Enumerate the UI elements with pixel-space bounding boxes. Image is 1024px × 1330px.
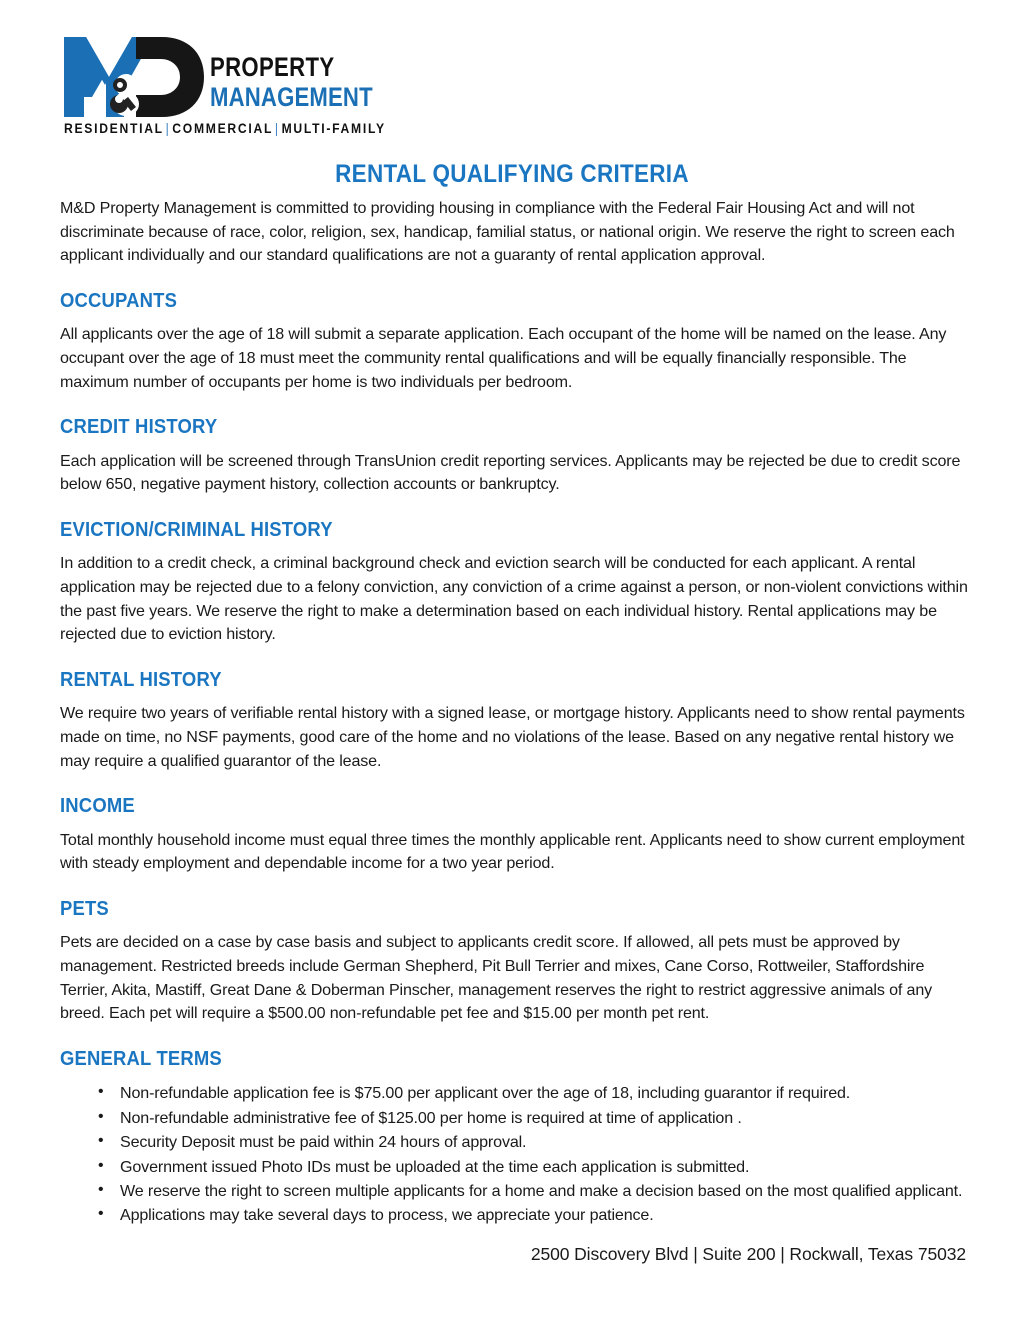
- list-item: • We reserve the right to screen multiple applicants for a home and make a decision based on the most qualified applicant.: [60, 1179, 968, 1203]
- section-heading-general-terms: GENERAL TERMS: [60, 1046, 222, 1070]
- section-body-credit-history: Each application will be screened through TransUnion credit reporting services. Applicants may be rejected be due to credit score below 650, negative payment history, collection accounts or bankruptcy.: [60, 451, 961, 494]
- logo-tagline: [64, 121, 386, 136]
- section-body-occupants: All applicants over the age of 18 will submit a separate application. Each occupant of the home will be named on the lease. Any occupant over the age of 18 must meet the community rental qualifications and will be equally financially responsible. The maximum number of occupants per home is two individuals per bedroom.: [60, 325, 947, 391]
- list-item: • Government issued Photo IDs must be uploaded at the time each application is submitted.: [60, 1155, 968, 1179]
- section-credit-history: [60, 416, 968, 497]
- logo-tagline-residential: RESIDENTIAL: [64, 121, 164, 136]
- footer-address: 2500 Discovery Blvd | Suite 200 | Rockwall, Texas 75032: [530, 1244, 966, 1264]
- section-heading-occupants: OCCUPANTS: [60, 288, 178, 312]
- section-occupants: [60, 290, 968, 394]
- md-monogram-icon: [62, 33, 208, 119]
- list-item: • Non-refundable application fee is $75.00 per applicant over the age of 18, including guarantor if required.: [60, 1081, 968, 1105]
- logo-line-management: MANAGEMENT: [210, 82, 373, 112]
- document-body: [60, 197, 968, 1228]
- section-heading-income: INCOME: [60, 794, 135, 818]
- section-eviction-criminal-history: [60, 519, 968, 647]
- list-item: • Security Deposit must be paid within 24 hours of approval.: [60, 1130, 968, 1154]
- intro-paragraph: M&D Property Management is committed to providing housing in compliance with the Federal Fair Housing Act and will not discriminate because of race, color, religion, sex, handicap, familial status, or national origin. We reserve the right to screen each applicant individually and our standard qualifications are not a guaranty of rental application approval.: [60, 199, 955, 265]
- section-pets: [60, 898, 968, 1026]
- section-income: [60, 795, 968, 876]
- section-body-income: Total monthly household income must equal three times the monthly applicable rent. Applicants need to show current employment with steady employment and dependable income for a two year period.: [60, 830, 965, 873]
- company-logo: [62, 33, 386, 143]
- list-item: • Applications may take several days to process, we appreciate your patience.: [60, 1203, 968, 1227]
- section-heading-pets: PETS: [60, 896, 109, 920]
- section-body-rental-history: We require two years of verifiable rental history with a signed lease, or mortgage history. Applicants need to show rental payments made on time, no NSF payments, good care of the home and no violations of the lease. Based on any negative rental history we may require a qualified guarantor of the lease.: [60, 704, 965, 770]
- section-heading-eviction-criminal-history: EVICTION/CRIMINAL HISTORY: [60, 517, 333, 541]
- section-rental-history: [60, 669, 968, 773]
- list-item: • Non-refundable administrative fee of $125.00 per home is required at time of application .: [60, 1106, 968, 1130]
- section-heading-credit-history: CREDIT HISTORY: [60, 415, 218, 439]
- page-title: RENTAL QUALIFYING CRITERIA: [335, 160, 689, 188]
- logo-tagline-separator-1: |: [165, 121, 171, 136]
- section-body-eviction-criminal-history: In addition to a credit check, a criminal background check and eviction search will be conducted for each applicant. A rental application may be rejected due to a felony conviction, any conviction of a crime against a person, or non-violent convictions within the past five years. We reserve the right to make a determination based on each individual history. Rental applications may be rejected due to eviction history.: [60, 554, 968, 644]
- logo-tagline-commercial: COMMERCIAL: [172, 121, 274, 136]
- section-heading-rental-history: RENTAL HISTORY: [60, 667, 222, 691]
- logo-tagline-multifamily: MULTI-FAMILY: [281, 121, 386, 136]
- logo-tagline-separator-2: |: [274, 121, 280, 136]
- general-terms-list: [60, 1081, 968, 1227]
- section-general-terms: [60, 1048, 968, 1228]
- logo-wordmark: [210, 54, 380, 111]
- section-body-pets: Pets are decided on a case by case basis and subject to applicants credit score. If allowed, all pets must be approved by management. Restricted breeds include German Shepherd, Pit Bull Terrier and mixes, Cane Corso, Rottweiler, Staffordshire Terrier, Akita, Mastiff, Great Dane & Doberman Pinscher, management reserves the right to restrict aggressive animals of any breed. Each pet will require a $500.00 non-refundable pet fee and $15.00 per month pet rent.: [60, 933, 933, 1023]
- logo-line-property: PROPERTY: [210, 52, 335, 82]
